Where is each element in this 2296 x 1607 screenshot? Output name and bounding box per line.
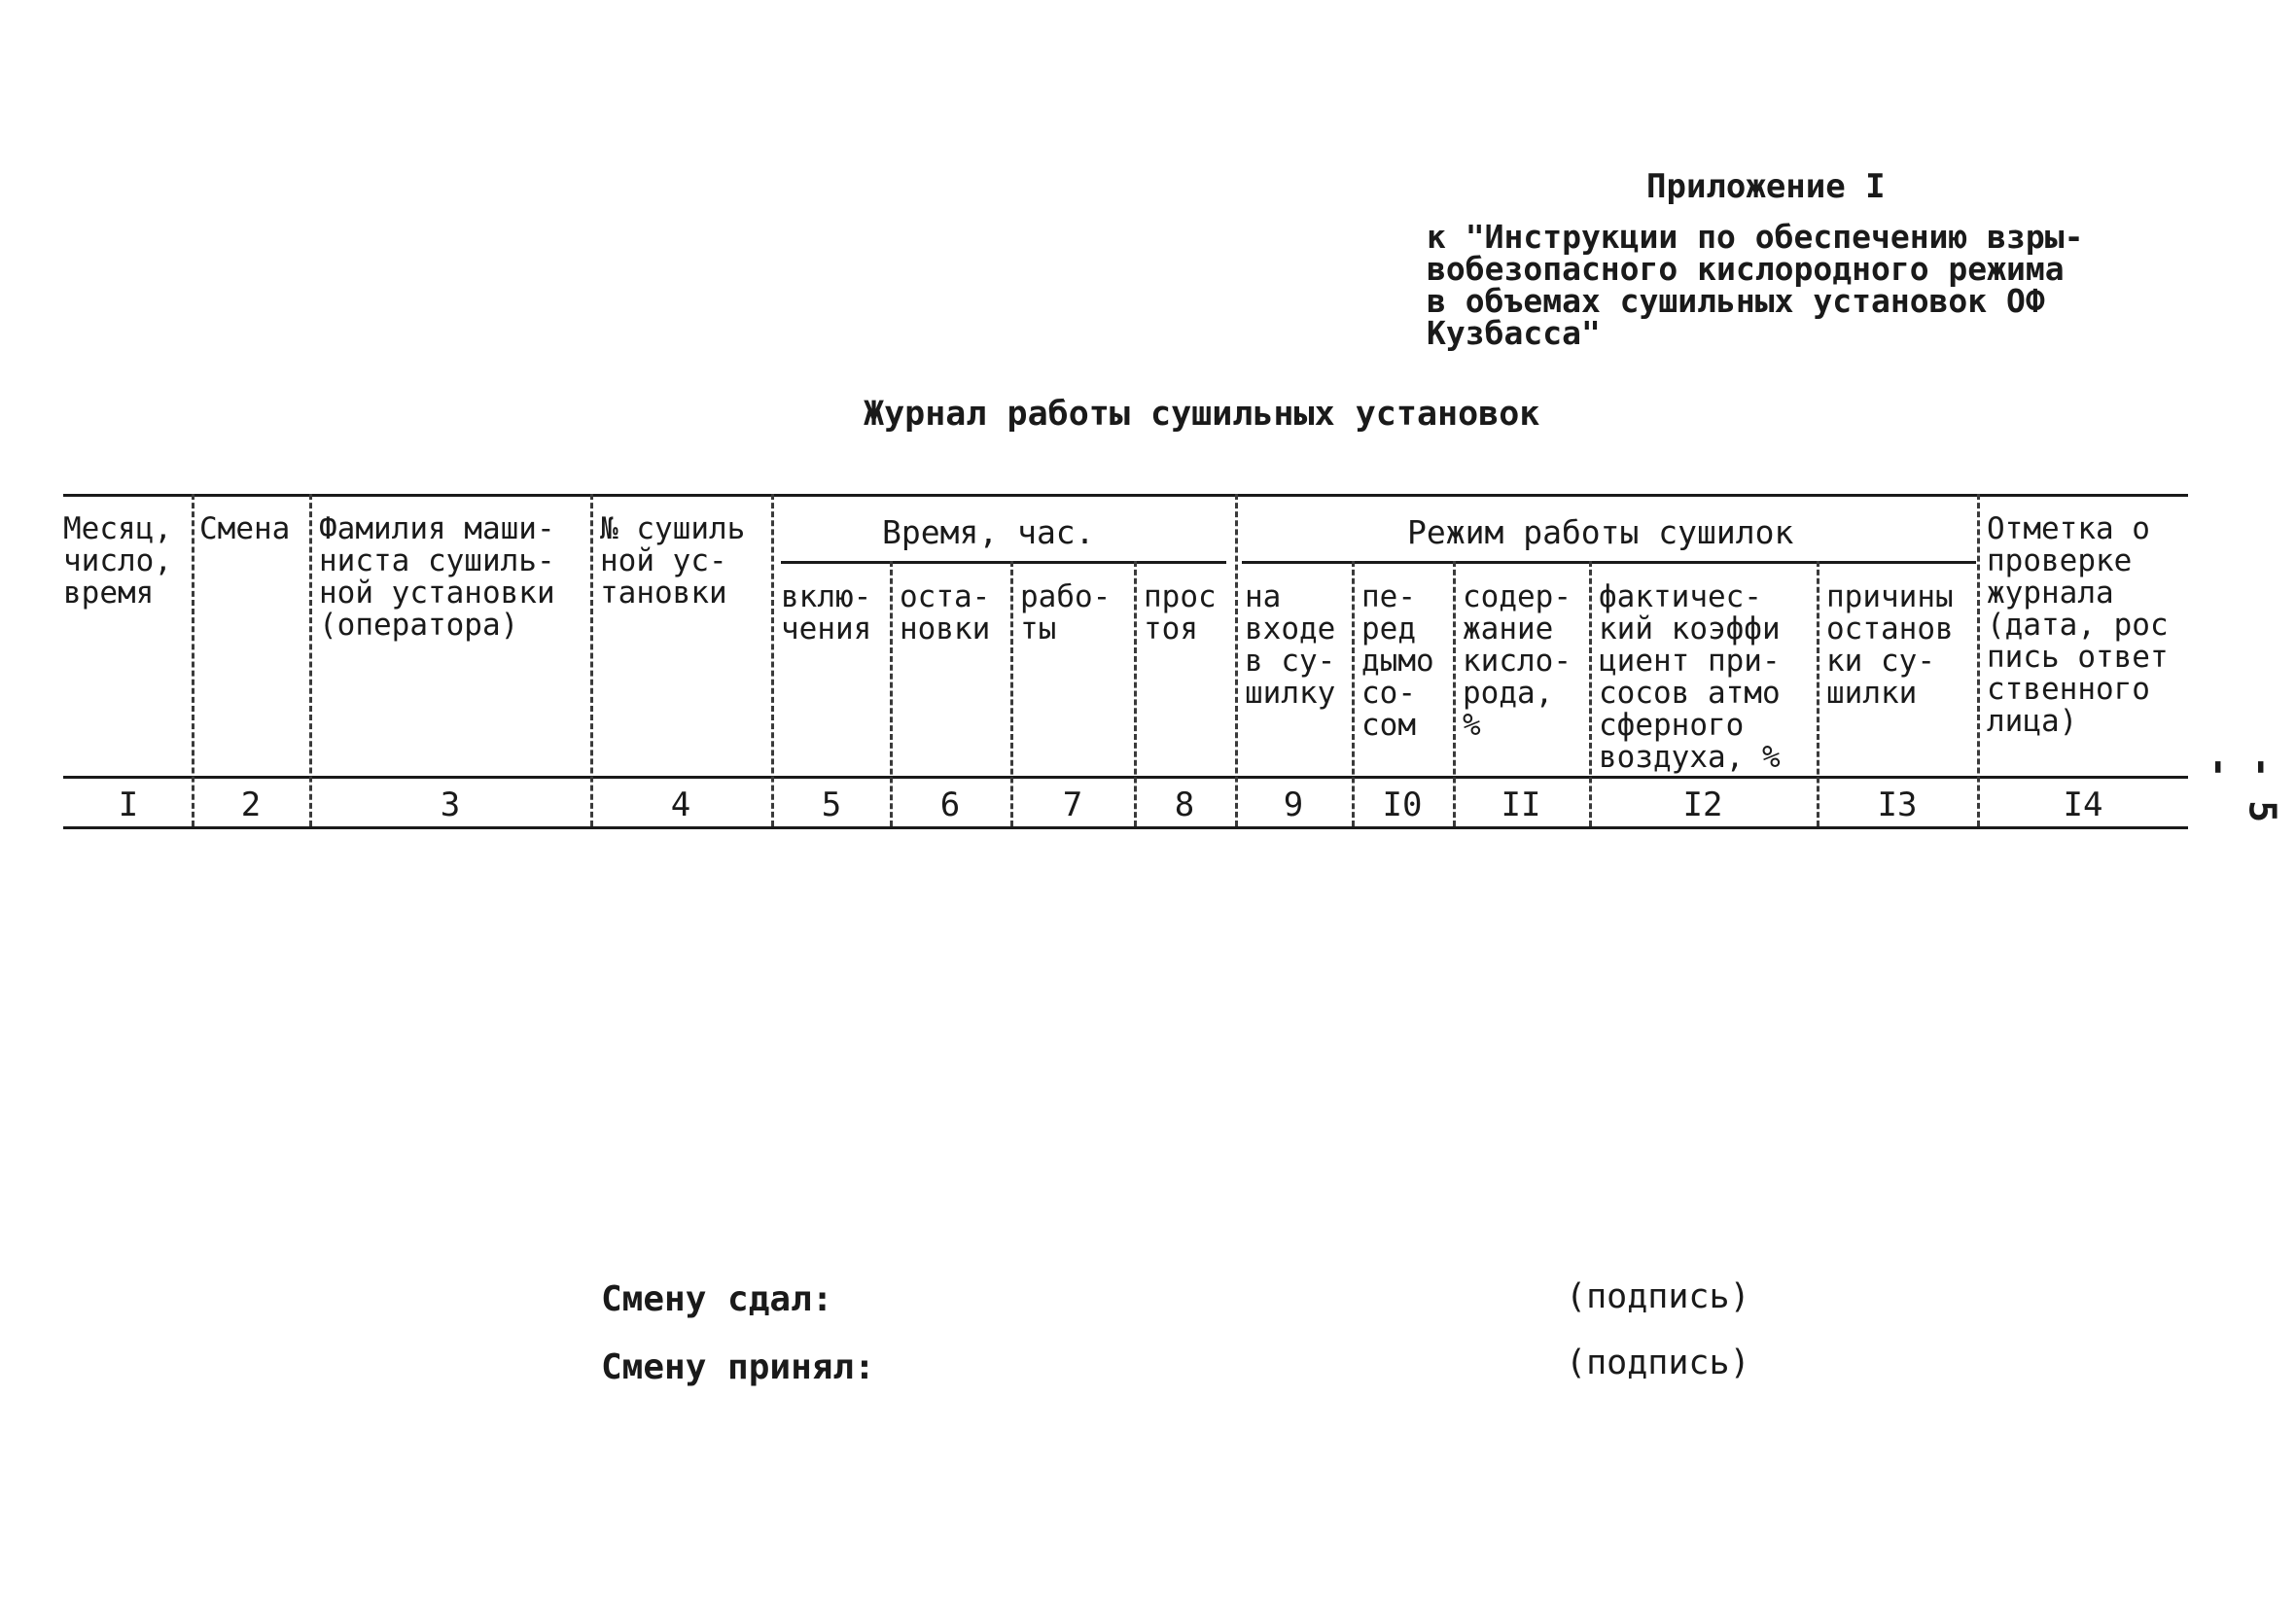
- col-header-unit-number: № сушиль ной ус- тановки: [600, 511, 746, 611]
- col-header-idle: прос тоя: [1144, 579, 1217, 646]
- col-header-stop: оста- новки: [900, 579, 991, 646]
- col-header-stop-reasons: причины останов ки су- шилки: [1826, 579, 1954, 711]
- col-sep: [771, 494, 774, 826]
- page-number: - 5 -: [2198, 755, 2284, 823]
- col-number-1: I: [118, 786, 139, 824]
- col-sep: [1235, 494, 1238, 826]
- shift-handed-signature: (подпись): [1566, 1277, 1750, 1316]
- time-group-rule: [781, 561, 1226, 564]
- col-header-operator: Фамилия маши- ниста сушиль- ной установки (оператора): [319, 511, 555, 643]
- col-number-8: 8: [1174, 786, 1195, 824]
- appendix-line-2: вобезопасного кислородного режима: [1427, 250, 2065, 288]
- appendix-title: Приложение I: [1646, 167, 1886, 206]
- appendix-line-4: Кузбасса": [1427, 314, 1601, 352]
- col-number-4: 4: [670, 786, 691, 824]
- table-bottom-rule: [63, 826, 2188, 829]
- shift-handed-label: Смену сдал:: [601, 1279, 833, 1319]
- col-header-inlet: на входе в су- шилку: [1245, 579, 1336, 711]
- col-sep: [1134, 561, 1137, 826]
- col-number-3: 3: [440, 786, 461, 824]
- shift-accepted-label: Смену принял:: [601, 1347, 875, 1387]
- mode-group-header: Режим работы сушилок: [1407, 513, 1794, 551]
- col-header-work: рабо- ты: [1020, 579, 1112, 646]
- col-header-air-coefficient: фактичес- кий коэффи циент при- сосов атмо сферного воздуха, %: [1599, 579, 1781, 775]
- col-sep: [1010, 561, 1013, 826]
- col-header-date: Месяц, число, время: [63, 511, 172, 611]
- appendix-line-3: в объемах сушильных установок ОФ: [1427, 282, 2045, 320]
- appendix-line-1: к "Инструкции по обеспечению взры-: [1427, 218, 2084, 256]
- col-sep: [1352, 561, 1355, 826]
- col-sep: [192, 494, 194, 826]
- col-number-7: 7: [1062, 786, 1083, 824]
- col-sep: [1817, 561, 1819, 826]
- col-header-start: вклю- чения: [781, 579, 872, 646]
- table-top-rule: [63, 494, 2188, 497]
- col-sep: [1453, 561, 1456, 826]
- time-group-header: Время, час.: [882, 513, 1095, 551]
- col-number-5: 5: [821, 786, 842, 824]
- col-number-11: II: [1501, 786, 1541, 824]
- col-header-check-mark: Отметка о проверке журнала (дата, рос пись ответ ственного лица): [1987, 511, 2169, 739]
- col-number-12: I2: [1682, 786, 1723, 824]
- col-sep: [590, 494, 593, 826]
- journal-title: Журнал работы сушильных установок: [864, 395, 1540, 434]
- col-header-oxygen: содер- жание кисло- рода, %: [1463, 579, 1572, 743]
- col-header-before-exhauster: пе- ред дымо со- сом: [1361, 579, 1434, 743]
- numbers-top-rule: [63, 776, 2188, 779]
- col-number-14: I4: [2063, 786, 2103, 824]
- col-header-shift: Смена: [199, 511, 291, 546]
- col-number-10: I0: [1382, 786, 1423, 824]
- col-sep: [309, 494, 312, 826]
- col-number-6: 6: [939, 786, 961, 824]
- col-sep: [1589, 561, 1592, 826]
- col-sep: [1977, 494, 1980, 826]
- col-number-2: 2: [240, 786, 262, 824]
- col-sep: [890, 561, 893, 826]
- col-number-13: I3: [1877, 786, 1918, 824]
- col-number-9: 9: [1283, 786, 1304, 824]
- shift-accepted-signature: (подпись): [1566, 1344, 1750, 1382]
